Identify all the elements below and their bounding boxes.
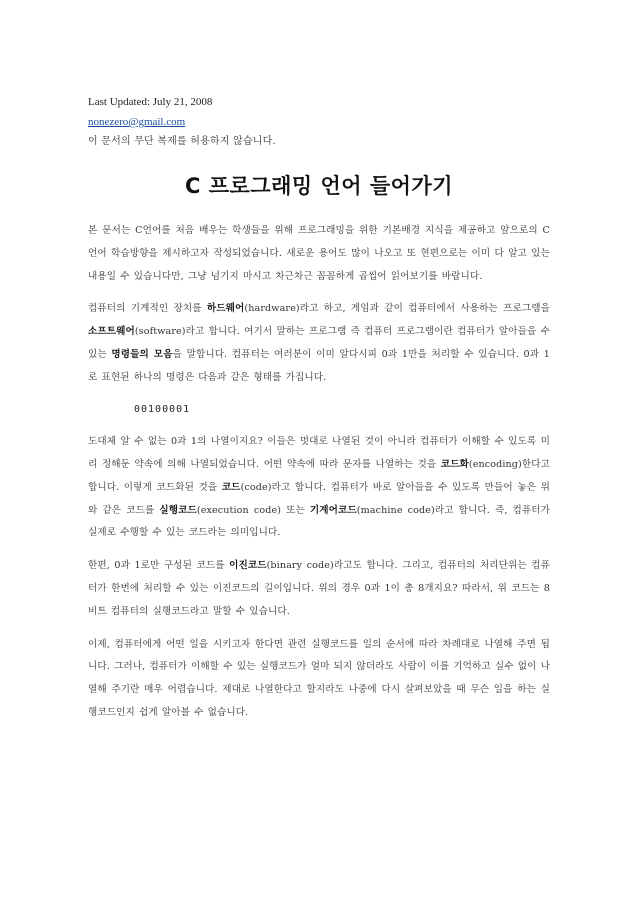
text-span: 컴퓨터의 기계적인 장치를 xyxy=(88,303,207,315)
last-updated: Last Updated: July 21, 2008 xyxy=(88,96,213,108)
paragraph-code xyxy=(88,431,550,545)
text-span: (software)라고 합니다. 여기서 말하는 프로그램 즉 컴퓨터 프로그램이란 컴퓨터가 알아들을 수 있는 xyxy=(88,326,550,360)
text-span: (encoding)한다고 합니다. 이렇게 코드화된 것을 xyxy=(88,458,550,493)
binary-example: 00100001 xyxy=(134,404,191,416)
term-hardware: 하드웨어 xyxy=(206,303,245,315)
paragraph-binary-code xyxy=(88,555,550,623)
text-span: 을 말합니다. 컴퓨터는 여러분이 이미 알다시피 0과 1만을 처리할 수 있습니다. 0과 1로 표현된 하나의 명령은 다음과 같은 형태를 가집니다. xyxy=(88,348,550,383)
document-title: C 프로그래밍 언어 들어가기 xyxy=(185,174,453,198)
text-span: (execution code) 또는 xyxy=(196,504,310,516)
term-machine-code: 기계어코드 xyxy=(309,504,357,516)
paragraph-intro: 본 문서는 C언어를 처음 배우는 학생들을 위해 프로그래밍을 위한 기본배경 지식을 제공하고 앞으로의 C언어 학습방향을 제시하고자 작성되었습니다. 새로운 용어도 많이 나오고 또 현편으로는 이미 다 알고 있는 내용일 수 있습니다만, 그냥 넘기지 마시고 차근차근 꼼꼼하게 곱씹어 읽어보기를 바랍니다. xyxy=(88,225,550,282)
email-link[interactable]: nonezero@gmail.com xyxy=(88,116,186,128)
term-binary-code: 이진코드 xyxy=(229,560,267,572)
text-span: (hardware)라고 하고, 게임과 같이 컴퓨터에서 사용하는 프로그램을 xyxy=(244,303,550,315)
text-span: 도대체 알 수 없는 0과 1의 나열이지요? 이들은 멋대로 나열된 것이 아니라 컴퓨터가 이해할 수 있도록 미리 정해둔 약속에 의해 나열되었습니다. 어떤 약속에 따라 문자를 나열하는 것을 xyxy=(88,436,550,470)
term-software: 소프트웨어 xyxy=(88,326,135,338)
text-span: (machine code)라고 합니다. 즉, 컴퓨터가 실제로 수행할 수 있는 코드라는 의미입니다. xyxy=(88,504,551,539)
paragraph-execution: 이제, 컴퓨터에게 어떤 일을 시키고자 한다면 관련 실행코드를 일의 순서에 따라 차례대로 나열해 주면 됩니다. 그러나, 컴퓨터가 이해할 수 있는 실행코드가 얼마 되지 않더라도 사람이 이를 기억하고 실수 없이 나열해 주기란 매우 어렵습니다. 제대로 나열한다고 할지라도 나중에 다시 살펴보았을 때 무슨 일을 하는 실행코드인지 쉽게 알아볼 수 없습니다. xyxy=(88,638,550,718)
text-span: (code)라고 합니다. 컴퓨터가 바로 알아들을 수 있도록 만들어 놓은 위와 같은 코드를 xyxy=(88,481,550,516)
paragraph-hardware-software xyxy=(88,298,550,389)
term-execution-code: 실행코드 xyxy=(159,504,197,516)
term-encoding: 코드화 xyxy=(440,458,469,470)
copyright-notice: 이 문서의 무단 복제를 허용하지 않습니다. xyxy=(88,136,276,147)
document-page xyxy=(88,92,550,734)
text-span: (binary code)라고도 합니다. 그리고, 컴퓨터의 처리단위는 컴퓨터가 한번에 처리할 수 있는 이진코드의 길이입니다. 위의 경우 0과 1이 총 8개지요? 따라서, 위 코드는 8비트 컴퓨터의 실행코드라고 말할 수 있습니다. xyxy=(88,560,550,617)
text-span: 한편, 0과 1로만 구성된 코드를 xyxy=(88,560,230,572)
term-code: 코드 xyxy=(221,481,241,493)
term-instructions: 명령들의 모음 xyxy=(111,348,173,360)
